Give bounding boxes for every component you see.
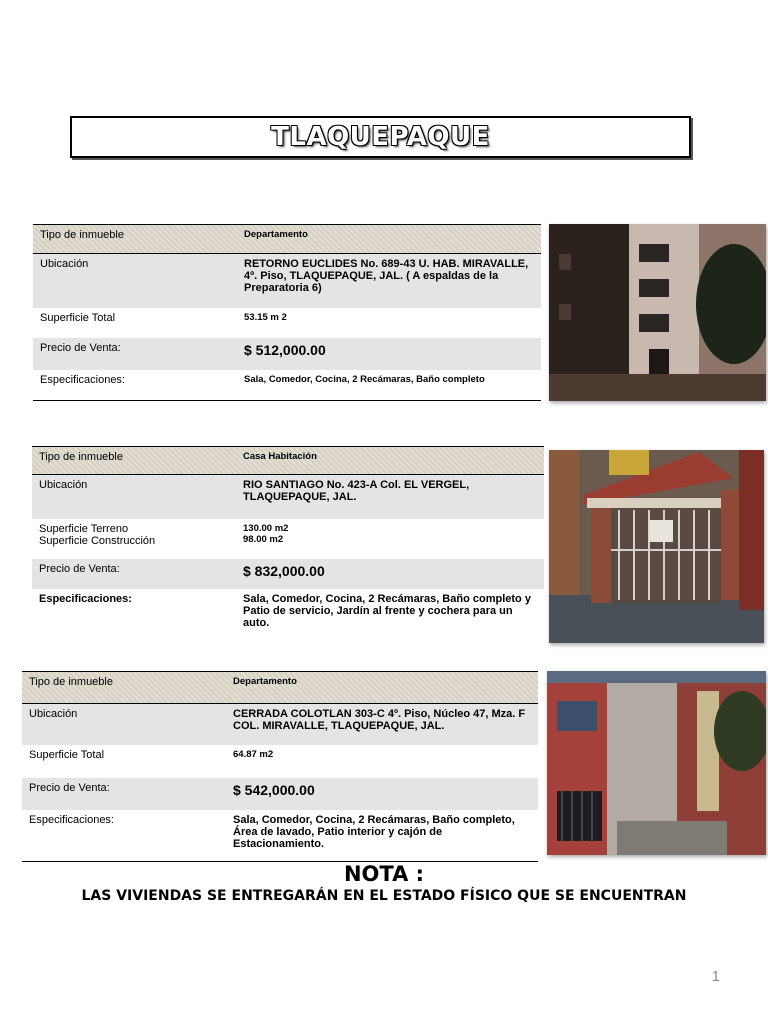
- label-ubicacion: Ubicación: [33, 254, 237, 308]
- row-superficie: [32, 519, 544, 559]
- value-especificaciones: Sala, Comedor, Cocina, 2 Recámaras, Baño completo y Patio de servicio, Jardín al frente y cochera para un auto.: [243, 592, 531, 629]
- listing-table-3: [22, 671, 538, 862]
- row-especificaciones: [33, 370, 541, 401]
- value-ubicacion: RETORNO EUCLIDES No. 689-43 U. HAB. MIRAVALLE, 4º. Piso, TLAQUEPAQUE, JAL. ( A espaldas de la Preparatoria 6): [237, 254, 541, 308]
- value-especificaciones: Sala, Comedor, Cocina, 2 Recámaras, Baño completo: [237, 370, 541, 401]
- label-superficie-terreno: Superficie Terreno: [39, 522, 129, 535]
- note-text: LAS VIVIENDAS SE ENTREGARÁN EN EL ESTADO FÍSICO QUE SE ENCUENTRAN: [81, 888, 687, 904]
- value-superficie: 53.15 m 2: [244, 311, 287, 323]
- house-photo-icon: [549, 450, 764, 643]
- page-number: 1: [711, 968, 720, 985]
- row-ubicacion: [32, 475, 544, 519]
- value-tipo: Departamento: [237, 225, 541, 254]
- value-precio: $ 512,000.00: [237, 338, 541, 370]
- value-superficie: 64.87 m2: [233, 748, 274, 760]
- title-box: [70, 116, 691, 158]
- value-ubicacion: CERRADA COLOTLAN 303-C 4º. Piso, Núcleo 47, Mza. F COL. MIRAVALLE, TLAQUEPAQUE, JAL.: [226, 704, 538, 745]
- row-precio: [32, 559, 544, 589]
- label-ubicacion: Ubicación: [32, 475, 236, 519]
- label-precio: Precio de Venta:: [32, 559, 236, 589]
- value-ubicacion: RIO SANTIAGO No. 423-A Col. EL VERGEL, TLAQUEPAQUE, JAL.: [236, 475, 544, 519]
- row-tipo: [33, 225, 541, 254]
- row-precio: [33, 338, 541, 370]
- note-title: NOTA :: [343, 862, 425, 886]
- row-especificaciones: [32, 589, 544, 641]
- label-ubicacion: Ubicación: [22, 704, 226, 745]
- label-superficie: Superficie Total: [40, 311, 116, 324]
- label-precio: Precio de Venta:: [22, 778, 226, 810]
- value-superficie-terreno: 130.00 m2: [243, 522, 289, 534]
- label-superficie-construccion: Superficie Construcción: [39, 534, 156, 547]
- label-tipo: Tipo de inmueble: [33, 225, 237, 254]
- label-especificaciones: Especificaciones:: [33, 370, 237, 401]
- value-precio: $ 542,000.00: [226, 778, 538, 810]
- value-tipo: Casa Habitación: [236, 447, 544, 475]
- label-tipo: Tipo de inmueble: [32, 447, 236, 475]
- row-ubicacion: [22, 704, 538, 745]
- listing-table-2: [32, 446, 544, 641]
- listing-table-1: [33, 224, 541, 401]
- value-tipo: Departamento: [226, 672, 538, 704]
- row-superficie: [22, 745, 538, 778]
- value-superficie: [236, 519, 544, 559]
- value-especificaciones: Sala, Comedor, Cocina, 2 Recámaras, Baño completo, Área de lavado, Patio interior y cajón de Estacionamiento.: [226, 810, 538, 862]
- row-tipo: [22, 672, 538, 704]
- value-precio: $ 832,000.00: [236, 559, 544, 589]
- label-especificaciones: Especificaciones:: [39, 592, 132, 605]
- page-title: TLAQUEPAQUE: [271, 122, 490, 152]
- row-especificaciones: [22, 810, 538, 862]
- label-precio: Precio de Venta:: [33, 338, 237, 370]
- label-superficie: [32, 519, 236, 559]
- row-precio: [22, 778, 538, 810]
- apartment-building-photo-icon: [549, 224, 766, 401]
- row-tipo: [32, 447, 544, 475]
- value-superficie-construccion: 98.00 m2: [243, 533, 284, 545]
- label-tipo: Tipo de inmueble: [22, 672, 226, 704]
- apartment-building-photo-icon: [547, 671, 766, 855]
- label-superficie: Superficie Total: [29, 748, 105, 761]
- row-ubicacion: [33, 254, 541, 308]
- label-especificaciones: Especificaciones:: [22, 810, 226, 862]
- row-superficie: [33, 308, 541, 338]
